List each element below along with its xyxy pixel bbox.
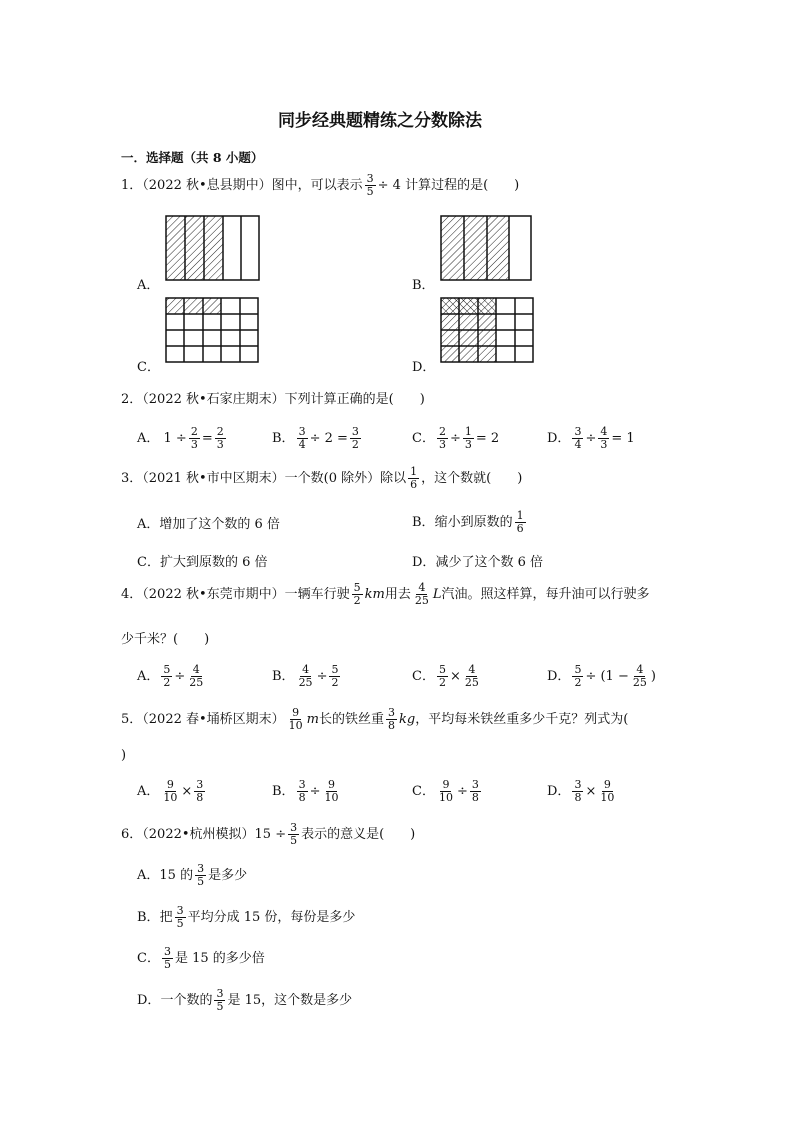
q1-label-b: B．	[412, 278, 435, 293]
q6-option-a: A．15 的 $\frac{3}{5}$ 是多少	[137, 862, 248, 888]
q1-label-d: D．	[412, 360, 436, 375]
question-6: 6．（2022•杭州模拟）15 ÷ $\frac{3}{5}$ 表示的意义是( )	[121, 821, 416, 847]
q4-option-a: A． $\frac{5}{2}$ ÷ $\frac{4}{25}$	[137, 663, 204, 689]
question-1: 1．（2022 秋•息县期中）图中，可以表示 $\frac{3}{5}$ ÷ 4 计算过程的是( )	[121, 172, 520, 198]
q6-option-b: B．把 $\frac{3}{5}$ 平均分成 15 份，每份是多少	[137, 904, 356, 930]
q2-option-b: B． $\frac{3}{4}$ ÷ 2 = $\frac{3}{2}$	[272, 425, 359, 451]
question-5: 5．（2022 春•埇桥区期末） $\frac{9}{10}$ m长的铁丝重 $\frac{3}{8}$ kg，平均每米铁丝重多少千克？列式为(	[121, 706, 629, 732]
q5-option-c: C． $\frac{9}{10}$ ÷ $\frac{3}{8}$	[412, 778, 479, 804]
page-title: 同步经典题精练之分数除法	[278, 111, 482, 131]
q3-option-b: B．缩小到原数的 $\frac{1}{6}$	[412, 509, 524, 535]
question-4-line2: 少千米？( )	[121, 632, 210, 647]
q4-option-c: C． $\frac{5}{2}$ × $\frac{4}{25}$	[412, 663, 479, 689]
question-2: 2．（2022 秋•石家庄期末）下列计算正确的是( )	[121, 392, 425, 407]
figure-b	[441, 216, 531, 280]
q2-option-d: D． $\frac{3}{4}$ ÷ $\frac{4}{3}$ = 1	[547, 425, 635, 451]
q6-option-d: D．一个数的 $\frac{3}{5}$ 是 15，这个数是多少	[137, 987, 353, 1013]
q4-option-d: D． $\frac{5}{2}$ ÷ (1 − $\frac{4}{25}$ )	[547, 663, 656, 689]
figure-d	[441, 298, 533, 362]
q1-label-c: C．	[137, 360, 160, 375]
q2-option-a: A． 1 ÷ $\frac{2}{3}$ = $\frac{2}{3}$	[137, 425, 224, 451]
q5-option-a: A． $\frac{9}{10}$ × $\frac{3}{8}$	[137, 778, 204, 804]
q3-option-c: C．扩大到原数的 6 倍	[137, 555, 268, 570]
figure-c	[166, 298, 258, 362]
question-4: 4．（2022 秋•东莞市期中）一辆车行驶 $\frac{5}{2}$ km用去 $\frac{4}{25}$ L汽油。照这样算，每升油可以行驶多	[121, 581, 650, 607]
q4-option-b: B． $\frac{4}{25}$ ÷ $\frac{5}{2}$	[272, 663, 339, 689]
figure-a	[166, 216, 259, 280]
q1-label-a: A．	[137, 278, 160, 293]
question-3: 3．（2021 秋•市中区期末）一个数(0 除外）除以 $\frac{1}{6}$ ，这个数就( )	[121, 465, 523, 491]
q3-option-a: A．增加了这个数的 6 倍	[137, 517, 280, 532]
question-5-line2: )	[121, 748, 127, 763]
section-heading: 一．选择题（共 8 小题）	[121, 150, 264, 165]
q6-option-c: C． $\frac{3}{5}$ 是 15 的多少倍	[137, 945, 265, 971]
q2-option-c: C． $\frac{2}{3}$ ÷ $\frac{1}{3}$ = 2	[412, 425, 500, 451]
question-1-figures	[0, 0, 794, 380]
q5-option-b: B． $\frac{3}{8}$ ÷ $\frac{9}{10}$	[272, 778, 339, 804]
q3-option-d: D．减少了这个数 6 倍	[412, 555, 543, 570]
q5-option-d: D． $\frac{3}{8}$ × $\frac{9}{10}$	[547, 778, 615, 804]
